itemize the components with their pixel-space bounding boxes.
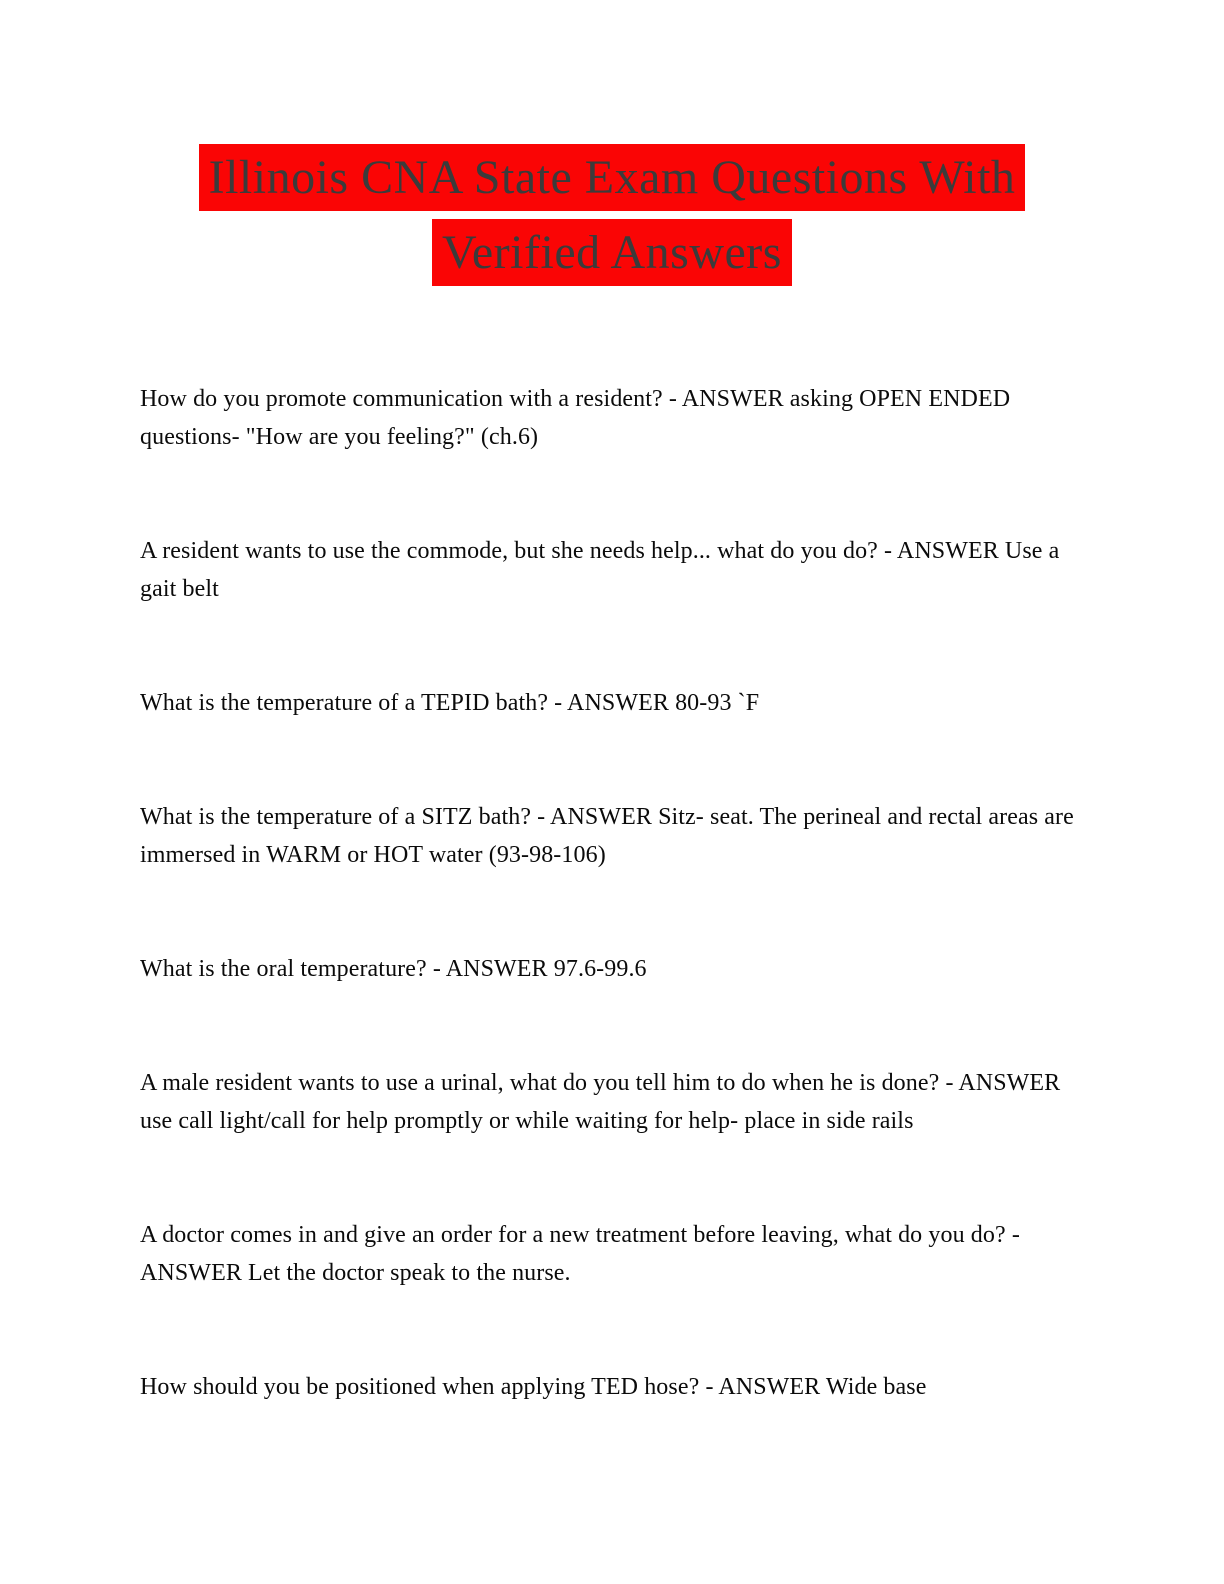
qa-item-4: What is the temperature of a SITZ bath? - ANSWER Sitz- seat. The perineal and rectal areas are immersed in WARM or HOT water (93-98-106) [140,804,1074,868]
qa-item-2: A resident wants to use the commode, but she needs help... what do you do? - ANSWER Use a gait belt [140,538,1060,602]
qa-item-1: How do you promote communication with a resident? - ANSWER asking OPEN ENDED questions- "How are you feeling?" (ch.6) [140,386,1011,450]
qa-item-5: What is the oral temperature? - ANSWER 97.6-99.6 [140,956,647,982]
qa-item-3: What is the temperature of a TEPID bath? - ANSWER 80-93 `F [140,690,760,716]
qa-item-6: A male resident wants to use a urinal, what do you tell him to do when he is done? - ANSWER use call light/call for help promptly or while waiting for help- place in side rails [140,1070,1061,1134]
qa-item-7: A doctor comes in and give an order for a new treatment before leaving, what do you do? - ANSWER Let the doctor speak to the nurse. [140,1222,1020,1286]
qa-list [140,380,1080,1406]
qa-item-8: How should you be positioned when applying TED hose? - ANSWER Wide base [140,1374,927,1400]
title-line-1: Illinois CNA State Exam Questions With [199,144,1026,211]
title-line-2: Verified Answers [432,219,792,286]
document-title [0,140,1224,290]
